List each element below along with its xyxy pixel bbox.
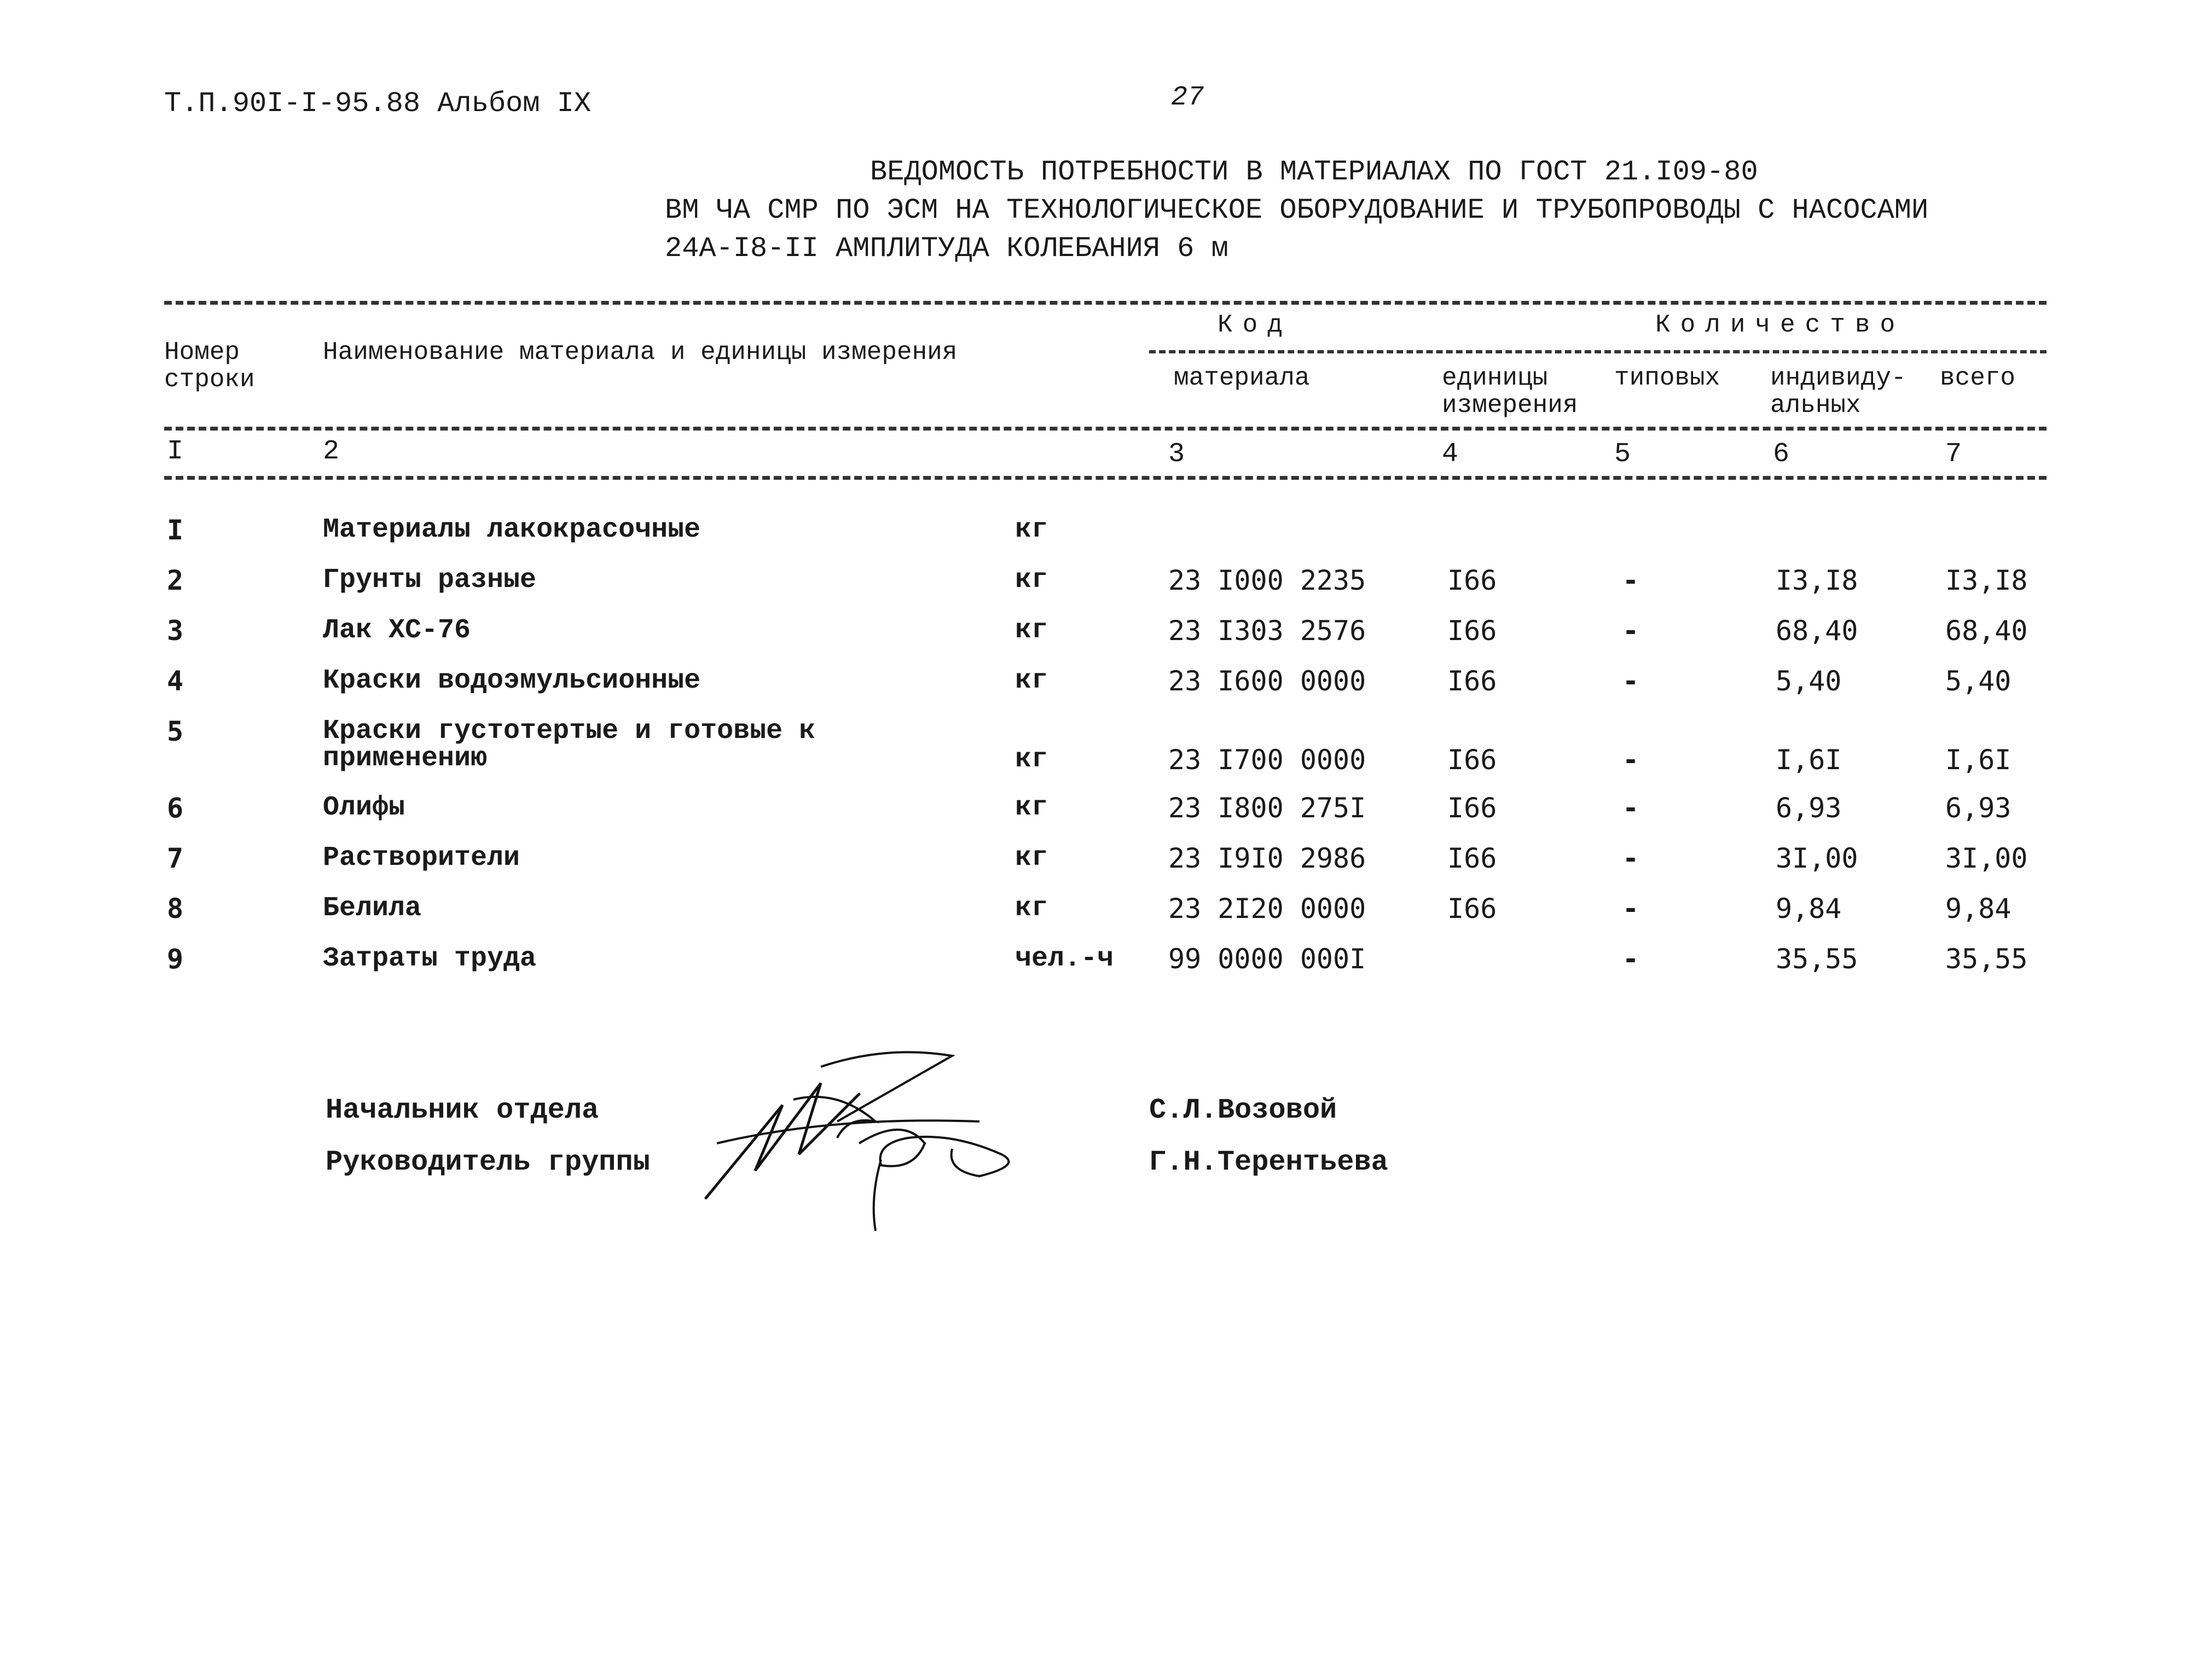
cell-material-name: Грунты разные bbox=[323, 565, 537, 596]
cell-unit: кг bbox=[1015, 565, 1048, 596]
cell-unit-code: I66 bbox=[1447, 665, 1497, 697]
cell-total: 68,40 bbox=[1945, 615, 2028, 647]
col-number-2: 2 bbox=[323, 436, 340, 467]
col-number-4: 4 bbox=[1442, 439, 1459, 470]
cell-unit-code: I66 bbox=[1447, 615, 1497, 647]
cell-row-no: 9 bbox=[167, 943, 184, 975]
cell-total: I3,I8 bbox=[1945, 565, 2028, 596]
cell-individual: 35,55 bbox=[1776, 943, 1858, 975]
header-individual-1: индивиду- bbox=[1770, 364, 1906, 392]
cell-material-code: 23 I700 0000 bbox=[1168, 744, 1366, 776]
cell-total: 3I,00 bbox=[1945, 842, 2028, 874]
cell-row-no: 2 bbox=[167, 565, 184, 596]
cell-individual: 3I,00 bbox=[1776, 842, 1858, 874]
cell-individual: 6,93 bbox=[1776, 792, 1842, 824]
cell-row-no: 5 bbox=[167, 716, 184, 747]
cell-unit-code: I66 bbox=[1447, 792, 1497, 824]
cell-material-code: 99 0000 000I bbox=[1168, 943, 1366, 975]
cell-material-name: Растворители bbox=[323, 842, 520, 874]
cell-material-code: 23 I9I0 2986 bbox=[1168, 842, 1366, 874]
cell-individual: 5,40 bbox=[1776, 665, 1842, 697]
cell-row-no: I bbox=[167, 514, 184, 546]
cell-material-code: 23 I600 0000 bbox=[1168, 665, 1366, 697]
cell-material-name: Материалы лакокрасочные bbox=[323, 514, 701, 545]
cell-unit-code: I66 bbox=[1447, 842, 1497, 874]
header-row-no-2: строки bbox=[164, 365, 255, 394]
cell-unit: кг bbox=[1015, 744, 1048, 775]
cell-typical: - bbox=[1622, 744, 1639, 776]
cell-unit: кг bbox=[1015, 792, 1048, 823]
head-of-department-name: С.Л.Возовой bbox=[1149, 1094, 1337, 1126]
cell-unit-code: I66 bbox=[1447, 893, 1497, 925]
cell-unit-code: I66 bbox=[1447, 565, 1497, 596]
header-material-code: материала bbox=[1174, 364, 1310, 392]
col-number-7: 7 bbox=[1945, 439, 1962, 470]
cell-individual: 68,40 bbox=[1776, 615, 1858, 647]
cell-typical: - bbox=[1622, 943, 1639, 975]
cell-individual: I3,I8 bbox=[1776, 565, 1858, 596]
cell-total: I,6I bbox=[1945, 744, 2011, 776]
cell-material-name: Белила bbox=[323, 893, 422, 924]
cell-unit: кг bbox=[1015, 842, 1048, 874]
cell-material-name-cont: применению bbox=[323, 743, 488, 774]
cell-unit: кг bbox=[1015, 615, 1048, 646]
column-number-rule bbox=[164, 476, 2047, 480]
cell-material-code: 23 2I20 0000 bbox=[1168, 893, 1366, 925]
cell-typical: - bbox=[1622, 842, 1639, 874]
cell-material-name: Краски густотертые и готовые к bbox=[323, 716, 816, 747]
header-individual-2: альных bbox=[1770, 391, 1861, 420]
document-reference: Т.П.90I-I-95.88 Альбом IX bbox=[164, 88, 592, 120]
cell-material-code: 23 I303 2576 bbox=[1168, 615, 1366, 647]
cell-unit: кг bbox=[1015, 665, 1048, 696]
col-number-1: I bbox=[167, 436, 184, 467]
cell-total: 5,40 bbox=[1945, 665, 2011, 697]
cell-row-no: 7 bbox=[167, 842, 184, 874]
cell-row-no: 8 bbox=[167, 893, 184, 925]
header-material-name: Наименование материала и единицы измерения bbox=[323, 338, 958, 367]
cell-total: 6,93 bbox=[1945, 792, 2011, 824]
cell-total: 9,84 bbox=[1945, 893, 2011, 925]
header-total: всего bbox=[1940, 364, 2016, 392]
cell-typical: - bbox=[1622, 565, 1639, 596]
cell-unit-code: I66 bbox=[1447, 744, 1497, 776]
header-code-group: Код bbox=[1218, 311, 1292, 339]
cell-material-name: Олифы bbox=[323, 792, 405, 823]
header-row-no-1: Номер bbox=[164, 338, 240, 367]
document-subtitle-2: 24А-I8-II АМПЛИТУДА КОЛЕБАНИЯ 6 м bbox=[665, 232, 1228, 265]
cell-typical: - bbox=[1622, 615, 1639, 647]
cell-typical: - bbox=[1622, 792, 1639, 824]
cell-material-name: Лак ХС-76 bbox=[323, 615, 471, 646]
header-unit-code-1: единицы bbox=[1442, 364, 1548, 392]
document-title: ВЕДОМОСТЬ ПОТРЕБНОСТИ В МАТЕРИАЛАХ ПО ГОСТ 21.I09-80 bbox=[870, 156, 1758, 188]
page-number: 27 bbox=[1171, 82, 1204, 113]
cell-row-no: 4 bbox=[167, 665, 184, 697]
cell-unit: кг bbox=[1015, 514, 1048, 545]
group-leader-label: Руководитель группы bbox=[326, 1146, 650, 1178]
cell-unit: чел.-ч bbox=[1015, 943, 1114, 974]
cell-typical: - bbox=[1622, 665, 1639, 697]
table-top-rule bbox=[164, 301, 2047, 305]
cell-row-no: 3 bbox=[167, 615, 184, 647]
col-number-3: 3 bbox=[1168, 439, 1185, 470]
cell-material-name: Краски водоэмульсионные bbox=[323, 665, 701, 696]
header-bottom-rule bbox=[164, 427, 2047, 431]
document-subtitle: ВМ ЧА СМР ПО ЭСМ НА ТЕХНОЛОГИЧЕСКОЕ ОБОРУДОВАНИЕ И ТРУБОПРОВОДЫ С НАСОСАМИ bbox=[665, 194, 1929, 226]
cell-individual: I,6I bbox=[1776, 744, 1842, 776]
col-number-5: 5 bbox=[1614, 439, 1631, 470]
cell-individual: 9,84 bbox=[1776, 893, 1842, 925]
header-group-rule bbox=[1149, 350, 2047, 353]
head-of-department-label: Начальник отдела bbox=[326, 1094, 599, 1126]
group-leader-name: Г.Н.Терентьева bbox=[1149, 1146, 1388, 1178]
header-quantity-group: Количество bbox=[1655, 311, 1905, 339]
cell-row-no: 6 bbox=[167, 792, 184, 824]
cell-material-code: 23 I800 275I bbox=[1168, 792, 1366, 824]
cell-typical: - bbox=[1622, 893, 1639, 925]
cell-unit: кг bbox=[1015, 893, 1048, 924]
cell-material-name: Затраты труда bbox=[323, 943, 537, 974]
header-unit-code-2: измерения bbox=[1442, 391, 1578, 420]
handwritten-signature bbox=[695, 1034, 1078, 1253]
cell-total: 35,55 bbox=[1945, 943, 2028, 975]
header-typical: типовых bbox=[1614, 364, 1720, 392]
cell-material-code: 23 I000 2235 bbox=[1168, 565, 1366, 596]
col-number-6: 6 bbox=[1773, 439, 1790, 470]
